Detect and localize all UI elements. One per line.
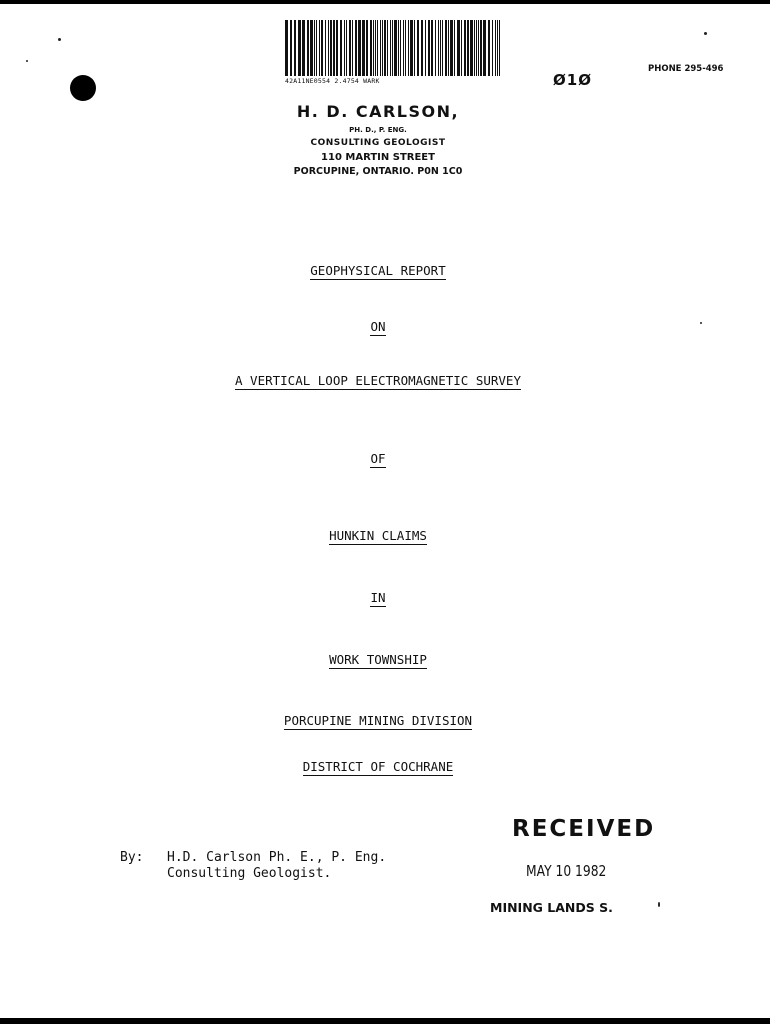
barcode-bar: [316, 20, 317, 76]
barcode-bar: [457, 20, 460, 76]
barcode-bar: [492, 20, 493, 76]
report-title-line: [0, 713, 756, 728]
barcode-bar: [302, 20, 305, 76]
barcode-bar: [307, 20, 309, 76]
barcode-bar: [414, 20, 415, 76]
report-title-text: HUNKIN CLAIMS: [329, 528, 427, 543]
barcode-bar: [488, 20, 490, 76]
barcode-bar: [336, 20, 338, 76]
letterhead-degrees: PH. D., P. ENG.: [349, 126, 407, 134]
barcode-bar: [435, 20, 436, 76]
report-title-text: OF: [370, 451, 386, 466]
barcode-bar: [373, 20, 374, 76]
barcode-bar: [405, 20, 406, 76]
punch-hole: [70, 75, 96, 101]
letterhead-title: CONSULTING GEOLOGIST: [310, 138, 446, 148]
barcode-bar: [319, 20, 320, 76]
barcode-bar: [370, 20, 372, 76]
barcode-bar: [497, 20, 498, 76]
author-name: H.D. Carlson Ph. E., P. Eng.: [167, 850, 387, 865]
barcode-bar: [428, 20, 430, 76]
report-title-text: WORK TOWNSHIP: [329, 652, 427, 667]
barcode-bar: [344, 20, 345, 76]
barcode-bar: [310, 20, 313, 76]
barcode-caption: 42A11NE0554 2.4754 WARK: [285, 77, 380, 85]
barcode-bar: [392, 20, 393, 76]
phone-number: PHONE 295-496: [648, 64, 724, 74]
barcode-bar: [440, 20, 441, 76]
report-title-line: [0, 652, 756, 667]
barcode-bar: [445, 20, 447, 76]
barcode: [283, 20, 503, 90]
barcode-bar: [366, 20, 368, 76]
barcode-bar: [298, 20, 301, 76]
received-stamp-date: MAY 10 1982: [526, 862, 607, 880]
report-title-text: GEOPHYSICAL REPORT: [310, 263, 446, 278]
report-title-line: [0, 528, 756, 543]
barcode-bar: [375, 20, 376, 76]
barcode-bar: [400, 20, 401, 76]
barcode-bar: [478, 20, 479, 76]
received-stamp-office: MINING LANDS S.: [490, 900, 613, 915]
barcode-bar: [448, 20, 449, 76]
letterhead: [250, 100, 506, 179]
barcode-bar: [476, 20, 477, 76]
barcode-bar: [358, 20, 361, 76]
barcode-bar: [421, 20, 423, 76]
barcode-bar: [314, 20, 315, 76]
scan-speck: [26, 60, 28, 62]
report-title-line: [0, 373, 756, 388]
report-title-text: A VERTICAL LOOP ELECTROMAGNETIC SURVEY: [235, 373, 521, 388]
barcode-bar: [431, 20, 433, 76]
barcode-bar: [403, 20, 404, 76]
barcode-bar: [410, 20, 413, 76]
barcode-bar: [483, 20, 486, 76]
barcode-bar: [377, 20, 378, 76]
report-title-line: [0, 263, 756, 278]
report-title-text: DISTRICT OF COCHRANE: [302, 759, 454, 774]
report-title-text: ON: [370, 319, 386, 334]
barcode-bar: [321, 20, 323, 76]
report-title-text: IN: [370, 590, 386, 605]
barcode-bar: [408, 20, 409, 76]
scan-speck: [704, 32, 707, 35]
author-block: [120, 850, 386, 882]
barcode-bar: [470, 20, 473, 76]
barcode-bar: [499, 20, 500, 76]
barcode-bar: [290, 20, 292, 76]
barcode-bar: [450, 20, 453, 76]
barcode-bar: [442, 20, 443, 76]
barcode-bar: [461, 20, 462, 76]
barcode-bar: [480, 20, 482, 76]
barcode-bar: [349, 20, 351, 76]
barcode-bar: [495, 20, 496, 76]
barcode-bar: [382, 20, 383, 76]
barcode-bars: [283, 20, 503, 76]
file-number: Ø1Ø: [553, 71, 592, 89]
barcode-bar: [328, 20, 329, 76]
barcode-bar: [394, 20, 397, 76]
barcode-bar: [387, 20, 388, 76]
barcode-bar: [454, 20, 455, 76]
barcode-bar: [425, 20, 426, 76]
report-title-line: [0, 590, 756, 605]
letterhead-name: H. D. CARLSON,: [296, 102, 460, 121]
author-label: By:: [120, 850, 144, 865]
barcode-bar: [438, 20, 439, 76]
barcode-bar: [325, 20, 326, 76]
report-title-text: PORCUPINE MINING DIVISION: [283, 713, 473, 728]
report-title-line: [0, 319, 756, 334]
barcode-bar: [352, 20, 353, 76]
barcode-bar: [417, 20, 419, 76]
scan-speck: [58, 38, 61, 41]
barcode-bar: [333, 20, 335, 76]
report-title-line: [0, 759, 756, 774]
barcode-bar: [390, 20, 391, 76]
letterhead-city: PORCUPINE, ONTARIO. P0N 1C0: [293, 166, 463, 177]
author-role: Consulting Geologist.: [167, 866, 332, 881]
barcode-bar: [340, 20, 342, 76]
report-title-line: [0, 451, 756, 466]
letterhead-street: 110 MARTIN STREET: [321, 152, 435, 163]
barcode-bar: [362, 20, 365, 76]
barcode-bar: [467, 20, 469, 76]
barcode-bar: [330, 20, 332, 76]
barcode-bar: [285, 20, 288, 76]
barcode-bar: [464, 20, 466, 76]
barcode-bar: [294, 20, 296, 76]
document-page: [0, 4, 770, 1018]
barcode-bar: [355, 20, 357, 76]
received-stamp: RECEIVED: [512, 816, 656, 842]
barcode-bar: [346, 20, 347, 76]
barcode-bar: [384, 20, 386, 76]
barcode-bar: [380, 20, 381, 76]
barcode-bar: [398, 20, 399, 76]
scan-speck: [658, 902, 660, 907]
barcode-bar: [474, 20, 475, 76]
